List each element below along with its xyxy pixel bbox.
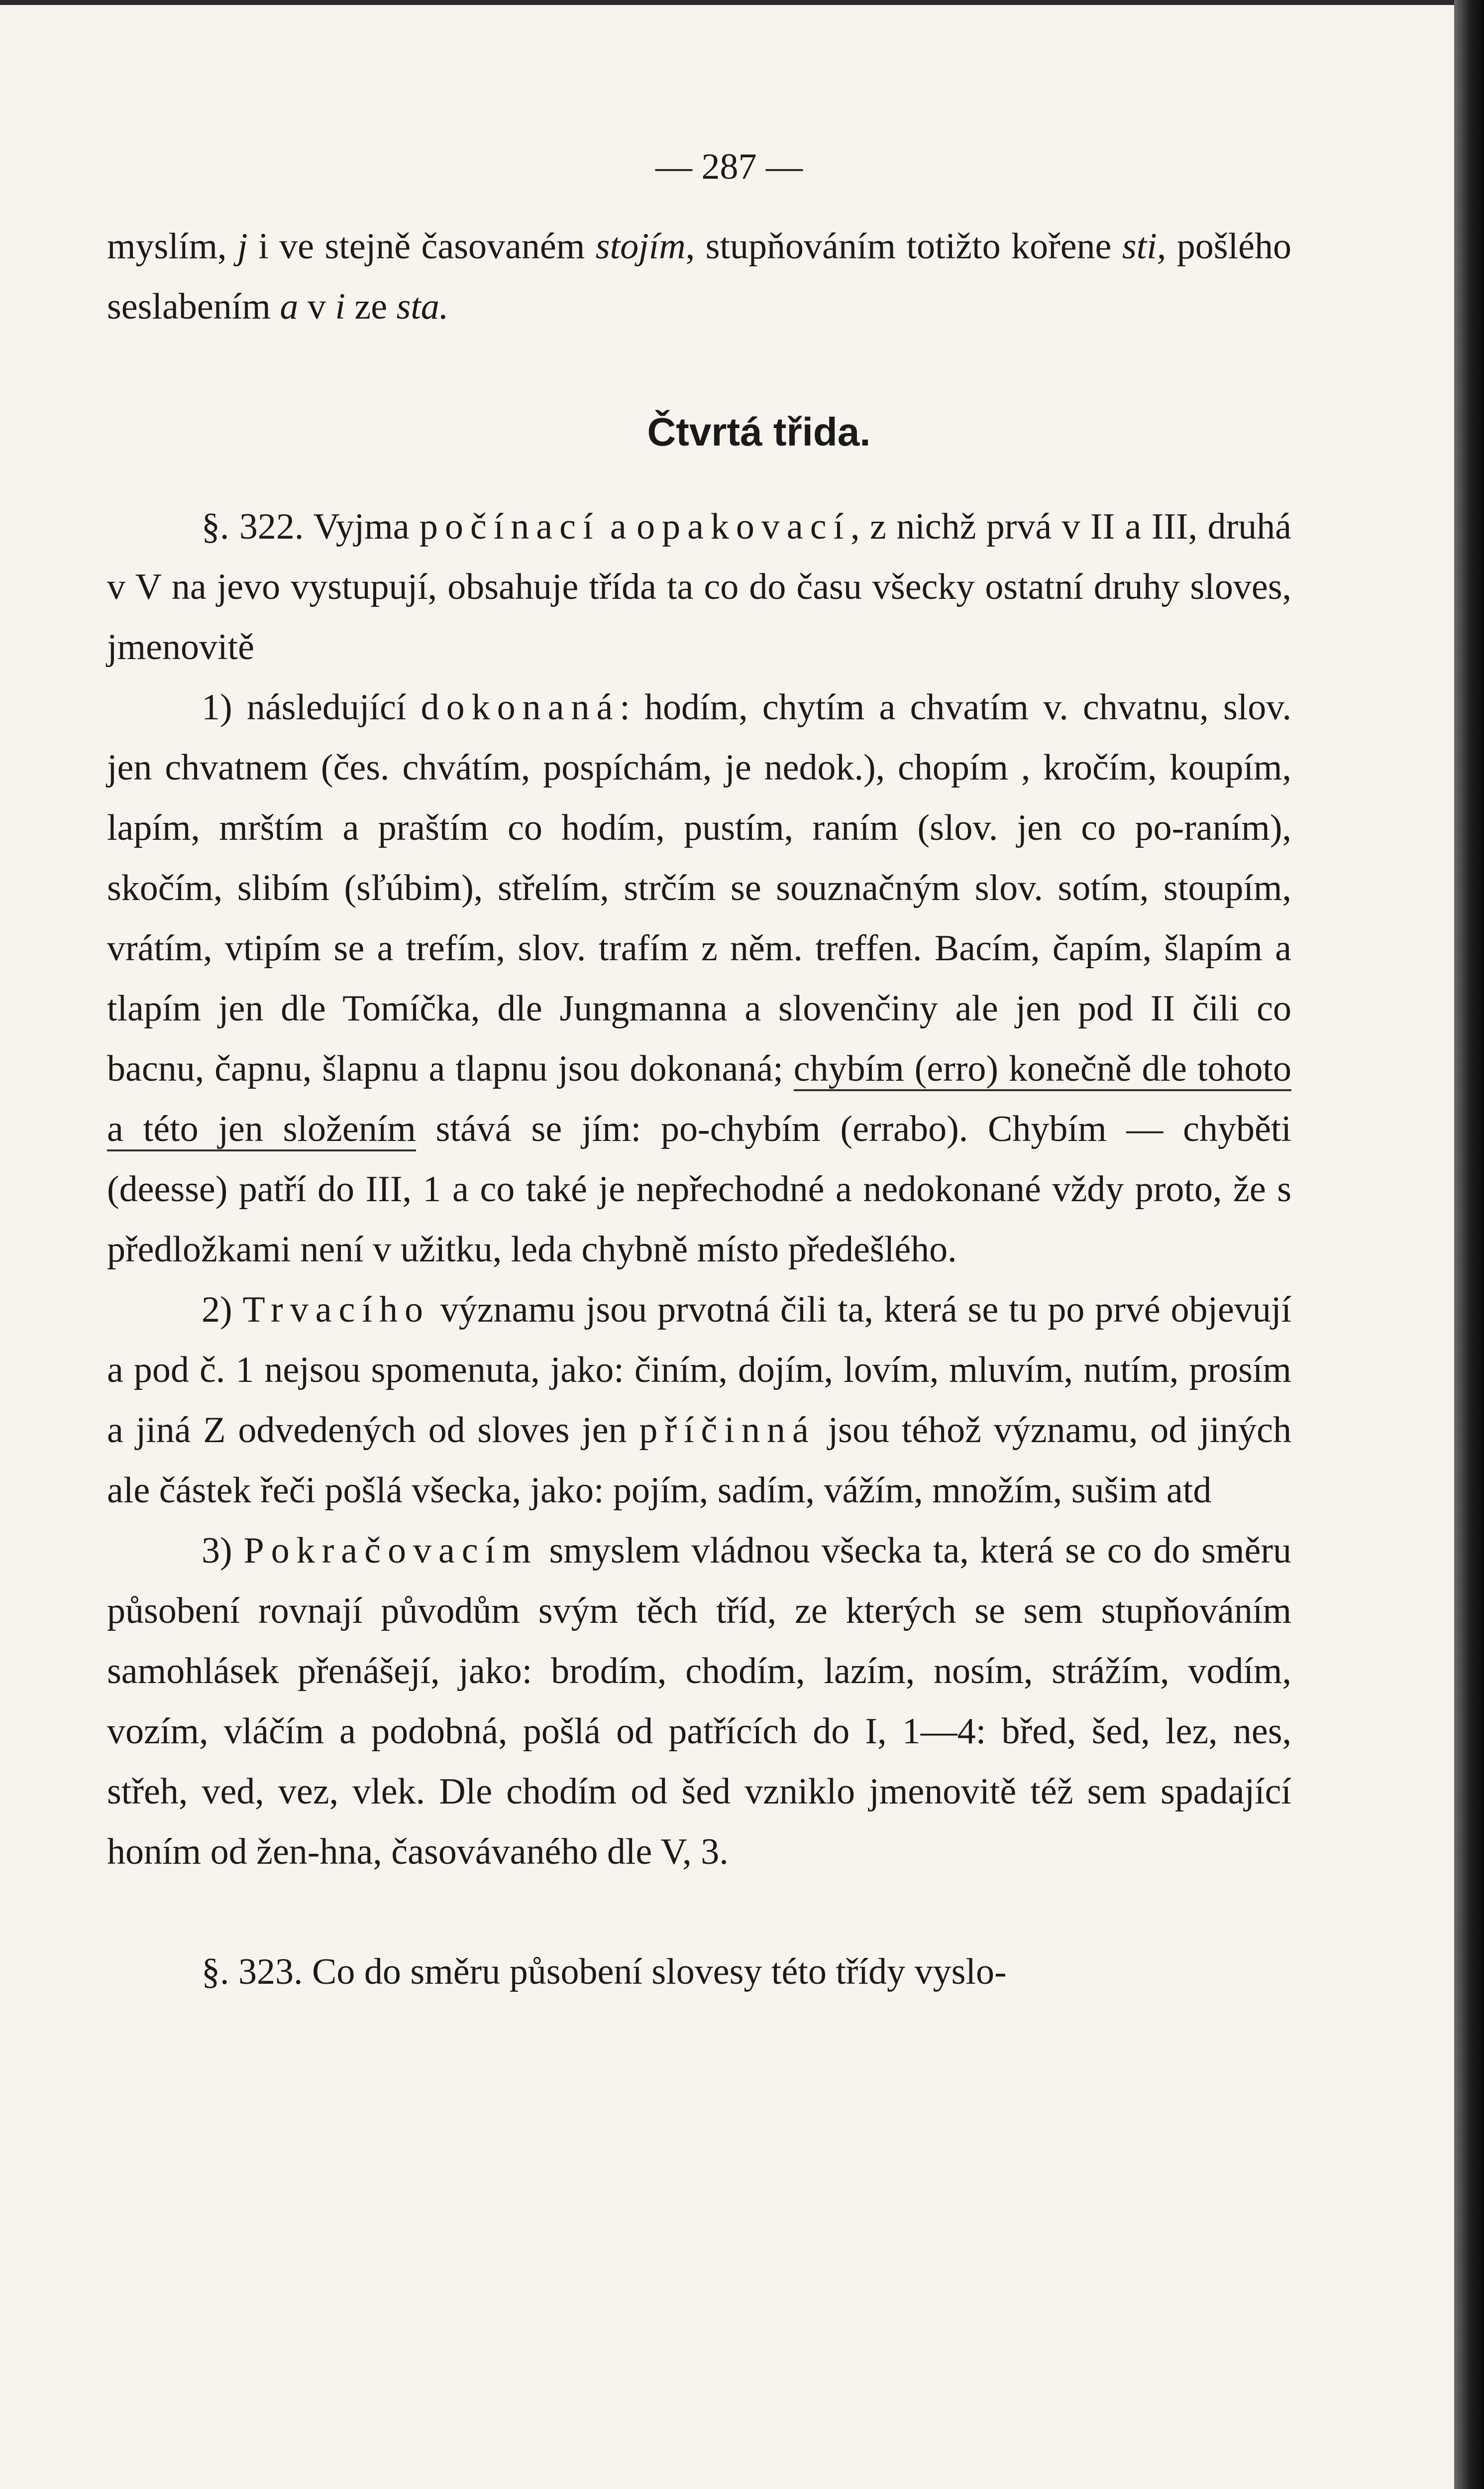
paragraph-323: §. 323. Co do směru působení slovesy této třídy vyslo- [202, 1951, 1007, 1992]
paragraph-item-1: 1) následující dokonaná: hodím, chytím a chvatím v. chvatnu, slov. jen chvatnem (čes. chvátím, pospíchám, je nedok.), chopím , kročím, koupím, lapím, mrštím a praštím co hodím, pustím, raním (slov. jen co po-raním), skočím, slibím (sľúbim), střelím, strčím se souznačným slov. sotím, stoupím, vrátím, vtipím se a trefím, slov. trafím z něm. treffen. Bacím, čapím, šlapím a tlapím jen dle Tomíčka, dle Jungmanna a slovenčiny ale jen pod II čili co bacnu, čapnu, šlapnu a tlapnu jsou dokonaná; chybím (erro) konečně dle tohoto a této jen složením stává se jím: po-chybím (errabo). Chybím — chyběti (deesse) patří do III, 1 a co také je nepřechodné a nedokonané vždy proto, že s předložkami není v užitku, leda chybně místo předešlého. [107, 687, 1291, 1270]
paragraph-item-3: 3) Pokračovacím smyslem vládnou všecka ta, která se co do směru působení rovnají původům svým těch tříd, ze kterých se sem stupňováním samohlásek přenášejí, jako: brodím, chodím, lazím, nosím, strážím, vodím, vozím, vláčím a podobná, pošlá od patřících do I, 1—4: břed, šed, lez, nes, střeh, ved, vez, vlek. Dle chodím od šed vzniklo jmenovitě též sem spadající honím od žen-hna, časovávaného dle V, 3. [107, 1530, 1291, 1872]
scan-top-edge [0, 0, 1484, 5]
section-number-323: §. 323. [202, 1951, 303, 1992]
text-block [107, 144, 1291, 2002]
page-number: — 287 — [655, 146, 803, 187]
section-heading: Čtvrtá třida. [647, 410, 871, 454]
paragraph-322: §. 322. Vyjma počínací a opakovací, z nichž prvá v II a III, druhá v V na jevo vystupují, obsahuje třída ta co do času všecky ostatní druhy sloves, jmenovitě [107, 506, 1291, 668]
scan-right-edge [1454, 0, 1484, 2489]
section-number-322: §. 322. [202, 506, 304, 547]
paragraph-item-2: 2) Trvacího významu jsou prvotná čili ta, která se tu po prvé objevují a pod č. 1 nejsou spomenuta, jako: činím, dojím, lovím, mluvím, nutím, prosím a jiná Z odvedených od sloves jen příčinná jsou téhož významu, od jiných ale částek řeči pošlá všecka, jako: pojím, sadím, vážím, množím, sušim atd [107, 1289, 1291, 1511]
paragraph-continuation: myslím, j i ve stejně časovaném stojím, stupňováním totižto kořene sti, pošlého seslabením a v i ze sta. [107, 226, 1292, 327]
underlined-passage: chybím (erro) konečně dle tohoto a této jen složením [107, 1048, 1291, 1151]
